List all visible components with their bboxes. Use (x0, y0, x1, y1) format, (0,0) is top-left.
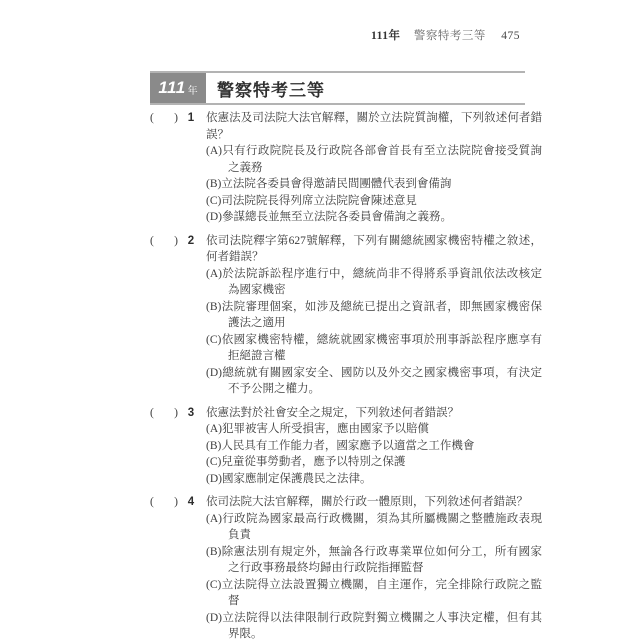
option-text: 法院審理個案，如涉及總統已提出之資訊者，即無國家機密保護法之適用 (221, 300, 542, 329)
option-d (206, 471, 542, 488)
option-label: (B) (206, 439, 222, 452)
option-text: 行政院為國家最高行政機關，須為其所屬機關之整體施政表現負責 (221, 512, 542, 541)
year-badge (150, 73, 206, 103)
option-text: 立法院得以法律限制行政院對獨立機關之人事決定權，但有其界限。 (221, 611, 542, 640)
option-b (206, 438, 542, 455)
option-text: 只有行政院院長及行政院各部會首長有至立法院院會接受質詢之義務 (221, 145, 542, 174)
option-b (206, 176, 542, 193)
option-label: (C) (206, 194, 222, 207)
answer-blank (150, 494, 178, 511)
answer-blank (150, 405, 178, 422)
option-a (206, 511, 542, 544)
question-stem: 依憲法及司法院大法官解釋，關於立法院質詢權，下列敘述何者錯誤？ (206, 112, 542, 141)
year-badge-suffix: 年 (187, 85, 198, 97)
running-header-year: 111年 (371, 30, 401, 42)
option-label: (D) (206, 611, 222, 624)
option-c (206, 332, 542, 365)
question-4 (150, 494, 542, 643)
option-c (206, 193, 542, 210)
option-label: (B) (206, 178, 222, 190)
question-number: 4 (187, 496, 195, 508)
option-text: 立法院得立法設置獨立機關，自主運作，完全排除行政院之監督 (221, 578, 542, 607)
option-b (206, 299, 542, 332)
answer-blank-close-paren: ) (174, 112, 178, 124)
question-number: 3 (187, 406, 195, 419)
section-title: 警察特考三等 (217, 80, 325, 100)
option-text: 兒童從事勞動者，應予以特別之保護 (221, 456, 406, 468)
option-a (206, 421, 542, 438)
question-stem: 依司法院大法官解釋，關於行政一體原則，下列敘述何者錯誤？ (206, 496, 528, 508)
running-header-title: 警察特考三等 (413, 30, 486, 42)
question-stem: 依司法院釋字第627號解釋，下列有關總統國家機密特權之敘述，何者錯誤？ (206, 234, 542, 263)
answer-blank-open-paren: ( (150, 496, 154, 508)
option-label: (B) (206, 300, 222, 313)
option-label: (B) (206, 545, 222, 558)
option-a (206, 266, 542, 299)
question-body (206, 233, 542, 398)
question-body (206, 405, 542, 488)
option-label: (C) (206, 456, 222, 468)
option-label: (D) (206, 211, 222, 223)
question-body (206, 494, 542, 643)
option-text: 依國家機密特權，總統就國家機密事項於刑事訴訟程序應享有拒絕證言權 (221, 333, 542, 362)
running-header (371, 27, 520, 43)
year-badge-number: 111 (158, 78, 186, 97)
option-label: (C) (206, 333, 222, 346)
question-body (206, 110, 542, 226)
option-label: (A) (206, 267, 222, 280)
option-c (206, 577, 542, 610)
option-text: 總統就有關國家安全、國防以及外交之國家機密事項，有決定不予公開之權力。 (221, 366, 542, 395)
option-text: 犯罪被害人所受損害，應由國家予以賠償 (221, 423, 429, 435)
option-d (206, 610, 542, 643)
question-number: 1 (187, 112, 195, 124)
option-text: 司法院院長得列席立法院院會陳述意見 (221, 194, 417, 207)
option-d (206, 209, 542, 226)
option-a (206, 143, 542, 176)
option-text: 除憲法別有規定外，無論各行政專業單位如何分工，所有國家之行政事務最終均歸由行政院指揮監督 (221, 545, 542, 574)
option-label: (A) (206, 423, 222, 435)
answer-blank-open-paren: ( (150, 406, 154, 419)
answer-blank (150, 110, 178, 127)
question-number: 2 (187, 234, 195, 247)
option-c (206, 454, 542, 471)
answer-blank-open-paren: ( (150, 234, 154, 247)
option-label: (D) (206, 366, 222, 379)
option-text: 立法院各委員會得邀請民間團體代表到會備詢 (221, 178, 452, 190)
question-stem: 依憲法對於社會安全之規定，下列敘述何者錯誤？ (206, 406, 459, 419)
question-1 (150, 110, 542, 226)
running-header-page-number: 475 (501, 30, 520, 42)
answer-blank (150, 233, 178, 250)
option-text: 於法院訴訟程序進行中，總統尚非不得將系爭資訊依法改核定為國家機密 (221, 267, 542, 296)
option-label: (A) (206, 512, 222, 525)
answer-blank-close-paren: ) (174, 406, 178, 419)
option-label: (A) (206, 145, 222, 157)
option-text: 國家應制定保護農民之法律。 (221, 472, 372, 485)
option-text: 人民具有工作能力者，國家應予以適當之工作機會 (221, 439, 475, 452)
option-label: (D) (206, 472, 222, 485)
question-3 (150, 405, 542, 488)
question-list (150, 110, 542, 643)
answer-blank-close-paren: ) (174, 496, 178, 508)
option-label: (C) (206, 578, 222, 591)
option-d (206, 365, 542, 398)
option-b (206, 544, 542, 577)
section-banner (150, 71, 525, 105)
answer-blank-open-paren: ( (150, 112, 154, 124)
option-text: 參謀總長並無至立法院各委員會備詢之義務。 (221, 211, 452, 223)
question-2 (150, 233, 542, 398)
answer-blank-close-paren: ) (174, 234, 178, 247)
